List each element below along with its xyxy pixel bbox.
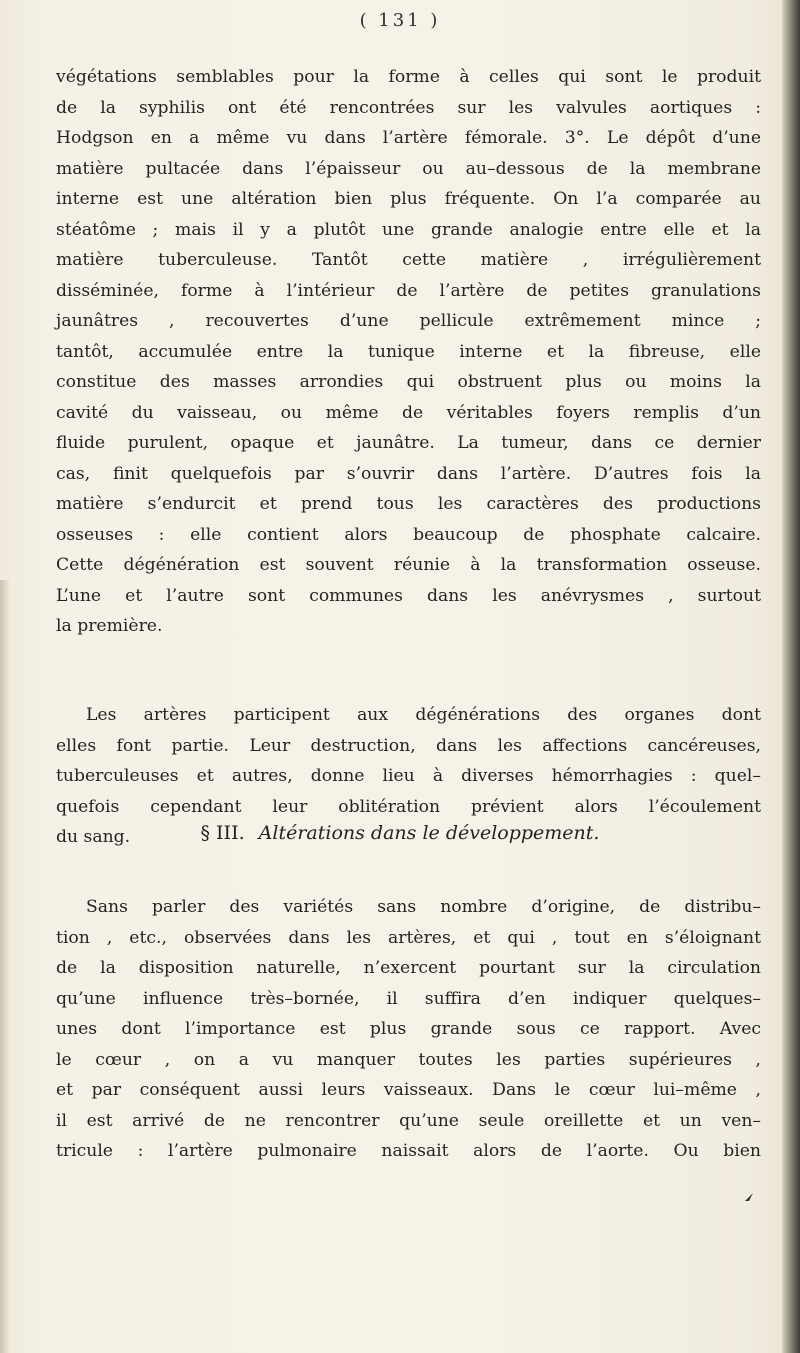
- text-line: matière tuberculeuse. Tantôt cette matière , irrégulièrement: [56, 250, 761, 270]
- text-line: Cette dégénération est souvent réunie à la transformation osseuse.: [56, 555, 761, 575]
- text-line: tuberculeuses et autres, donne lieu à diverses hémorrhagies : quel–: [56, 766, 761, 786]
- text-line: du sang.: [56, 827, 131, 847]
- section-number: § III.: [200, 822, 245, 844]
- text-line: tantôt, accumulée entre la tunique interne et la fibreuse, elle: [56, 341, 761, 362]
- text-line: osseuses : elle contient alors beaucoup de phosphate calcaire.: [56, 524, 761, 545]
- text-line: tion , etc., observées dans les artères, et qui , tout en s’éloignant: [56, 927, 761, 948]
- text-line: cavité du vaisseau, ou même de véritables foyers remplis d’un: [56, 402, 761, 423]
- text-line: stéatôme ; mais il y a plutôt une grande analogie entre elle et la: [56, 219, 761, 240]
- text-line: unes dont l’importance est plus grande sous ce rapport. Avec: [56, 1019, 761, 1039]
- text-line: interne est une altération bien plus fréquente. On l’a comparée au: [56, 189, 761, 209]
- page-number: ( 131 ): [359, 10, 441, 31]
- text-line: fluide purulent, opaque et jaunâtre. La tumeur, dans ce dernier: [56, 433, 761, 453]
- text-line: cas, finit quelquefois par s’ouvrir dans l’artère. D’autres fois la: [56, 463, 761, 484]
- text-line: matière s’endurcit et prend tous les caractères des productions: [56, 494, 761, 514]
- text-line: qu’une influence très–bornée, il suffira d’en indiquer quelques–: [56, 988, 761, 1009]
- text-line: végétations semblables pour la forme à celles qui sont le produit: [56, 67, 761, 87]
- book-binding-edge: [782, 0, 800, 1353]
- text-line: constitue des masses arrondies qui obstruent plus ou moins la: [56, 372, 761, 392]
- text-line: et par conséquent aussi leurs vaisseaux. Dans le cœur lui–même ,: [56, 1080, 761, 1100]
- text-line: matière pultacée dans l’épaisseur ou au–dessous de la membrane: [56, 158, 761, 179]
- text-line: Sans parler des variétés sans nombre d’origine, de distribu–: [86, 897, 761, 917]
- text-line: tricule : l’artère pulmonaire naissait alors de l’aorte. Ou bien: [56, 1141, 761, 1161]
- text-line: quefois cependant leur oblitération prévient alors l’écoulement: [56, 796, 761, 817]
- paragraph-1: [56, 62, 761, 642]
- text-line: Les artères participent aux dégénérations des organes dont: [86, 705, 761, 725]
- text-line: la première.: [56, 616, 163, 636]
- text-line: de la disposition naturelle, n’exercent pourtant sur la circulation: [56, 958, 761, 978]
- paragraph-3: [56, 892, 761, 1167]
- text-line: disséminée, forme à l’intérieur de l’artère de petites granulations: [56, 280, 761, 301]
- text-line: le cœur , on a vu manquer toutes les parties supérieures ,: [56, 1049, 761, 1070]
- text-line: Hodgson en a même vu dans l’artère fémorale. 3°. Le dépôt d’une: [56, 128, 761, 148]
- text-line: il est arrivé de ne rencontrer qu’une seule oreillette et un ven–: [56, 1110, 761, 1131]
- page-edge-shadow: [0, 580, 10, 1353]
- text-line: jaunâtres , recouvertes d’une pellicule extrêmement mince ;: [56, 311, 761, 331]
- section-heading: [0, 822, 800, 844]
- text-line: L’une et l’autre sont communes dans les anévrysmes , surtout: [56, 585, 761, 606]
- section-title: Altérations dans le développement.: [258, 822, 600, 844]
- text-line: elles font partie. Leur destruction, dans les affections cancéreuses,: [56, 735, 761, 756]
- text-line: de la syphilis ont été rencontrées sur les valvules aortiques :: [56, 97, 761, 118]
- signature-mark: [744, 1190, 754, 1206]
